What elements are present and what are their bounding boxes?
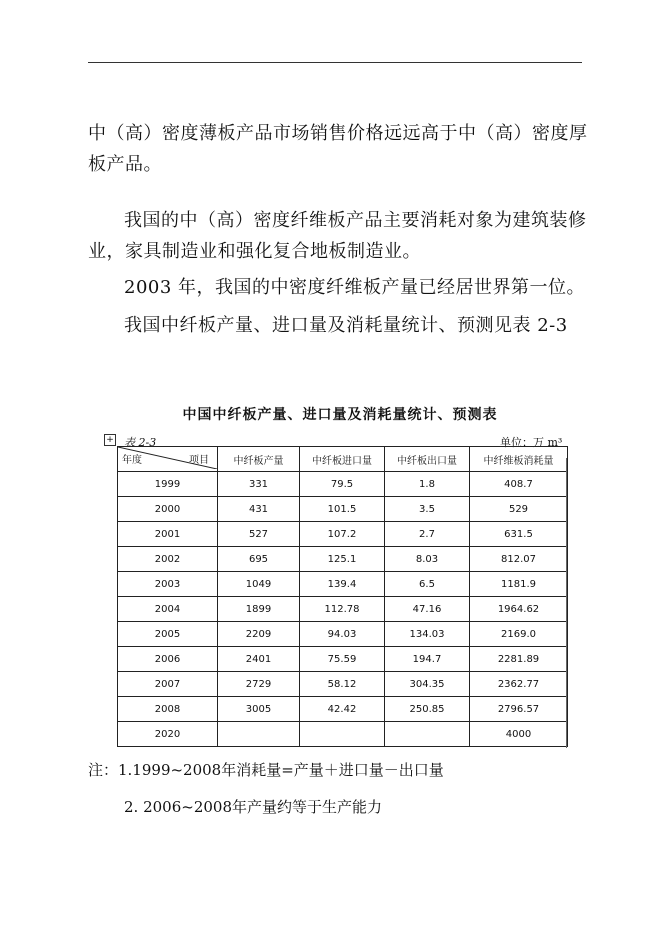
column-header: 中纤板进口量 — [300, 447, 385, 472]
value-cell — [300, 722, 385, 747]
year-cell: 2000 — [118, 497, 218, 522]
value-cell: 8.03 — [385, 547, 470, 572]
value-cell: 101.5 — [300, 497, 385, 522]
value-cell: 58.12 — [300, 672, 385, 697]
table-row — [118, 697, 568, 722]
year-cell: 2003 — [118, 572, 218, 597]
year-cell: 2005 — [118, 622, 218, 647]
value-cell: 42.42 — [300, 697, 385, 722]
value-cell: 112.78 — [300, 597, 385, 622]
value-cell: 1899 — [218, 597, 300, 622]
value-cell: 47.16 — [385, 597, 470, 622]
paragraph-3: 2003 年，我国的中密度纤维板产量已经居世界第一位。 — [124, 277, 586, 298]
value-cell: 527 — [218, 522, 300, 547]
table-row — [118, 672, 568, 697]
table-row — [118, 722, 568, 747]
paragraph-4: 我国中纤板产量、进口量及消耗量统计、预测见表 2-3 — [124, 315, 568, 336]
paragraph-2: 我国的中（高）密度纤维板产品主要消耗对象为建筑装修业，家具制造业和强化复合地板制造业。 — [88, 210, 587, 262]
table-row — [118, 647, 568, 672]
value-cell: 812.07 — [470, 547, 568, 572]
value-cell: 431 — [218, 497, 300, 522]
value-cell: 331 — [218, 472, 300, 497]
value-cell: 2209 — [218, 622, 300, 647]
value-cell: 631.5 — [470, 522, 568, 547]
value-cell: 3.5 — [385, 497, 470, 522]
table-row — [118, 597, 568, 622]
year-cell: 2007 — [118, 672, 218, 697]
value-cell: 1049 — [218, 572, 300, 597]
table-header-row — [118, 447, 568, 472]
value-cell: 194.7 — [385, 647, 470, 672]
value-cell: 125.1 — [300, 547, 385, 572]
header-row-label: 年度 — [122, 455, 142, 466]
value-cell: 2729 — [218, 672, 300, 697]
value-cell: 2169.0 — [470, 622, 568, 647]
value-cell: 79.5 — [300, 472, 385, 497]
column-header: 中纤板产量 — [218, 447, 300, 472]
year-cell: 2020 — [118, 722, 218, 747]
header-col-label: 项目 — [189, 455, 209, 466]
table-unit: 单位：万 m³ — [500, 436, 563, 449]
table-move-handle-icon[interactable]: + — [104, 434, 116, 446]
value-cell: 134.03 — [385, 622, 470, 647]
year-cell: 2004 — [118, 597, 218, 622]
year-cell: 2006 — [118, 647, 218, 672]
table-right-border — [566, 458, 567, 748]
paragraph-1: 中（高）密度薄板产品市场销售价格远远高于中（高）密度厚板产品。 — [88, 123, 588, 175]
value-cell: 6.5 — [385, 572, 470, 597]
data-table — [117, 446, 568, 747]
value-cell: 2362.77 — [470, 672, 568, 697]
table-row — [118, 572, 568, 597]
note-1: 注：1.1999~2008年消耗量=产量＋进口量－出口量 — [88, 761, 444, 779]
column-header: 中纤维板消耗量 — [470, 447, 568, 472]
value-cell: 2401 — [218, 647, 300, 672]
year-cell: 2001 — [118, 522, 218, 547]
value-cell: 1964.62 — [470, 597, 568, 622]
value-cell: 94.03 — [300, 622, 385, 647]
value-cell: 2281.89 — [470, 647, 568, 672]
header-corner-cell — [118, 447, 218, 472]
table-row — [118, 522, 568, 547]
value-cell: 695 — [218, 547, 300, 572]
value-cell: 250.85 — [385, 697, 470, 722]
table-row — [118, 497, 568, 522]
year-cell: 2002 — [118, 547, 218, 572]
value-cell: 529 — [470, 497, 568, 522]
value-cell — [218, 722, 300, 747]
header-rule — [88, 62, 582, 63]
value-cell: 139.4 — [300, 572, 385, 597]
value-cell: 75.59 — [300, 647, 385, 672]
value-cell: 3005 — [218, 697, 300, 722]
year-cell: 1999 — [118, 472, 218, 497]
table-title: 中国中纤板产量、进口量及消耗量统计、预测表 — [182, 407, 498, 423]
value-cell: 4000 — [470, 722, 568, 747]
value-cell: 1181.9 — [470, 572, 568, 597]
value-cell: 408.7 — [470, 472, 568, 497]
year-cell: 2008 — [118, 697, 218, 722]
value-cell: 1.8 — [385, 472, 470, 497]
table-row — [118, 472, 568, 497]
value-cell — [385, 722, 470, 747]
value-cell: 2796.57 — [470, 697, 568, 722]
table-row — [118, 547, 568, 572]
value-cell: 107.2 — [300, 522, 385, 547]
note-2: 2. 2006~2008年产量约等于生产能力 — [124, 798, 382, 816]
value-cell: 2.7 — [385, 522, 470, 547]
column-header: 中纤板出口量 — [385, 447, 470, 472]
value-cell: 304.35 — [385, 672, 470, 697]
table-row — [118, 622, 568, 647]
table-label: 表 2-3 — [124, 436, 157, 449]
